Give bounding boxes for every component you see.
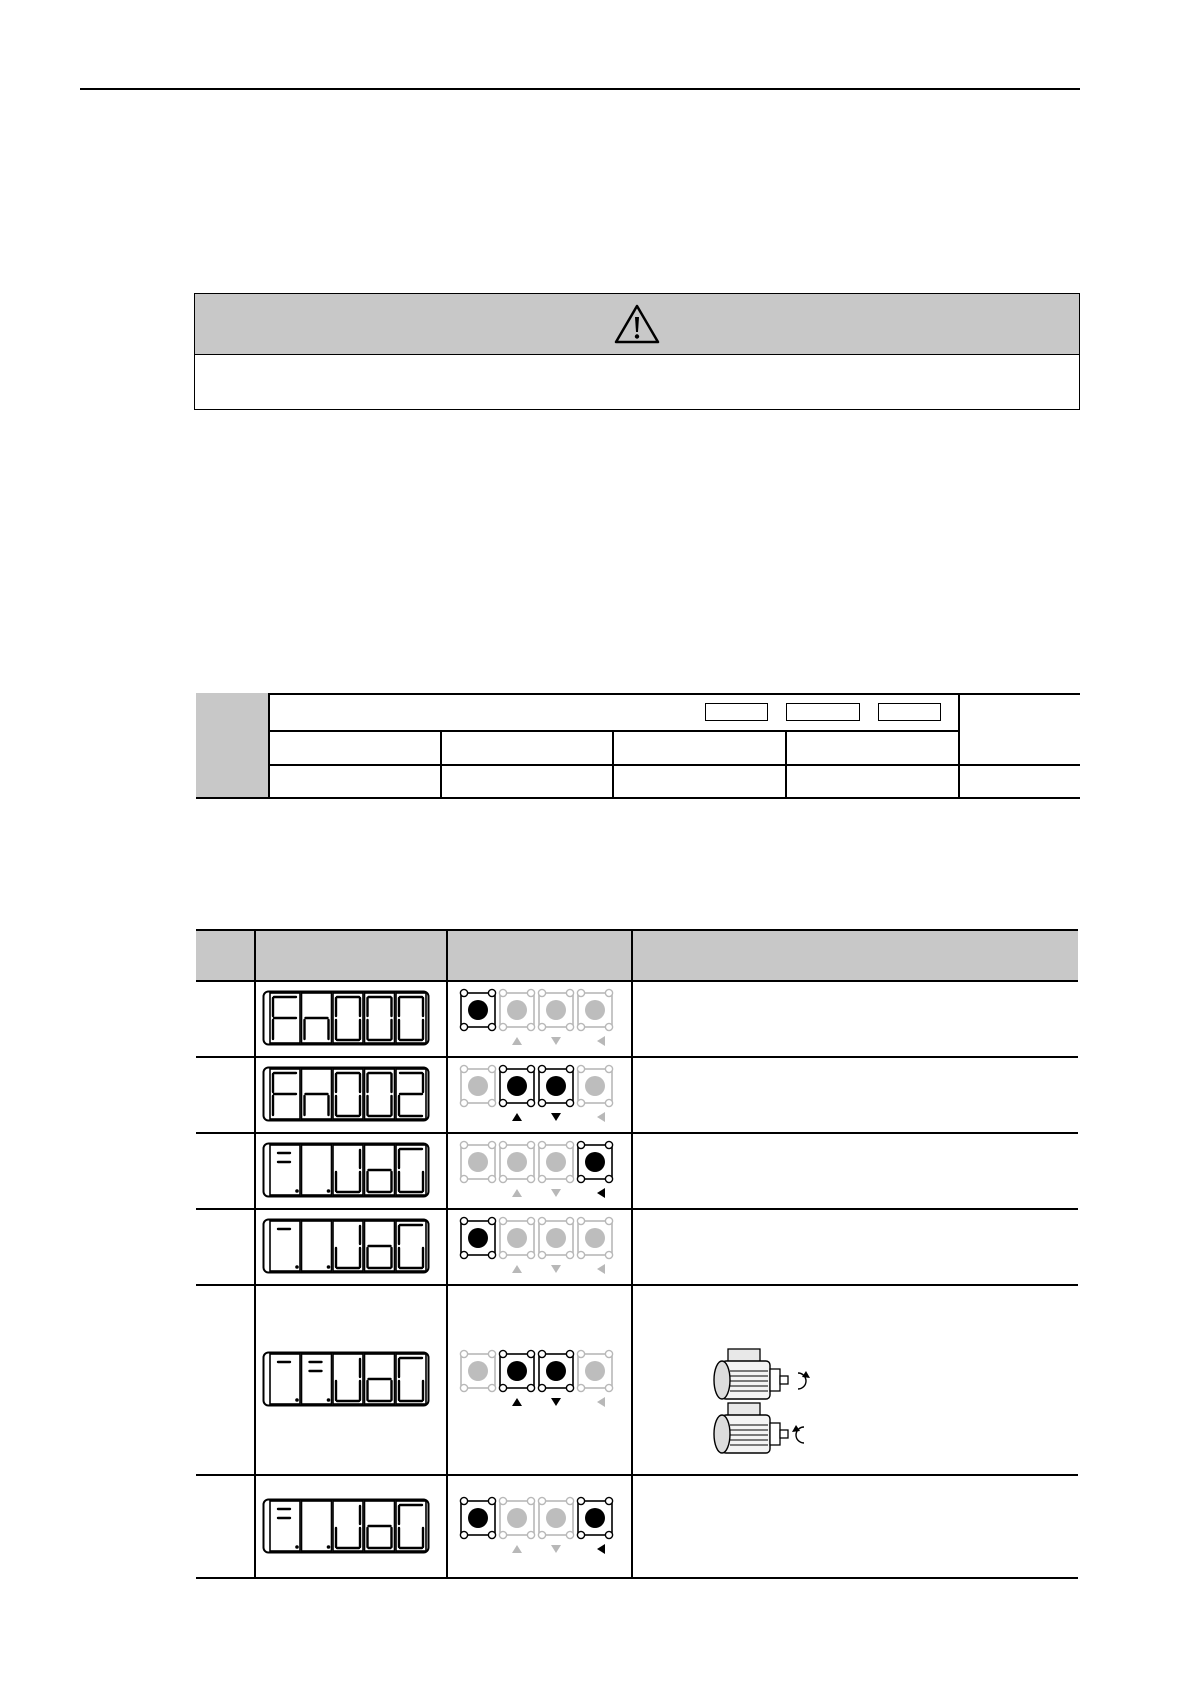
display-digit bbox=[270, 1501, 300, 1551]
panel-key-pressed bbox=[460, 989, 495, 1030]
left-arrow-icon bbox=[597, 1036, 605, 1046]
display-digit bbox=[333, 993, 363, 1043]
display-digit bbox=[396, 1069, 426, 1119]
panel-keys bbox=[457, 1348, 617, 1414]
mode-box bbox=[786, 703, 860, 721]
otable-rule bbox=[196, 1577, 1078, 1579]
panel-keys bbox=[457, 1215, 617, 1281]
panel-key bbox=[577, 1065, 612, 1122]
seven-segment-display bbox=[262, 1498, 430, 1554]
otable-rule bbox=[196, 1132, 1078, 1134]
panel-key-pressed bbox=[499, 1350, 534, 1406]
left-arrow-icon bbox=[597, 1188, 605, 1198]
display-digit bbox=[365, 1069, 395, 1119]
left-arrow-icon bbox=[597, 1397, 605, 1407]
display-digit bbox=[302, 1145, 332, 1195]
seven-segment-display bbox=[262, 1351, 430, 1407]
down-arrow-icon bbox=[551, 1113, 561, 1121]
display-digit bbox=[333, 1069, 363, 1119]
panel-key bbox=[460, 1065, 495, 1106]
display-digit bbox=[396, 1501, 426, 1551]
otable-divider bbox=[254, 929, 256, 1579]
ptable-divider bbox=[612, 730, 614, 799]
display-digit bbox=[365, 993, 395, 1043]
seven-segment-display bbox=[262, 1066, 430, 1122]
display-digit bbox=[365, 1145, 395, 1195]
display-digit bbox=[396, 1145, 426, 1195]
up-arrow-icon bbox=[512, 1545, 522, 1553]
ptable-divider bbox=[440, 730, 442, 799]
otable-rule bbox=[196, 929, 1078, 931]
down-arrow-icon bbox=[551, 1265, 561, 1273]
up-arrow-icon bbox=[512, 1189, 522, 1197]
display-digit bbox=[302, 993, 332, 1043]
panel-key bbox=[577, 1350, 612, 1407]
display-digit bbox=[302, 1501, 332, 1551]
panel-key-pressed bbox=[538, 1350, 573, 1406]
up-arrow-icon bbox=[512, 1398, 522, 1406]
display-digit bbox=[270, 1221, 300, 1271]
ptable-rule bbox=[196, 797, 1080, 799]
panel-key-pressed bbox=[577, 1497, 612, 1554]
display-digit bbox=[333, 1145, 363, 1195]
panel-key bbox=[499, 1217, 534, 1273]
up-arrow-icon bbox=[512, 1265, 522, 1273]
operation-table-header bbox=[196, 929, 1078, 980]
panel-key-pressed bbox=[460, 1497, 495, 1538]
otable-divider bbox=[631, 929, 633, 1579]
motor-reverse-rotation-icon bbox=[708, 1399, 816, 1461]
panel-key-pressed bbox=[499, 1065, 534, 1121]
up-arrow-icon bbox=[512, 1113, 522, 1121]
display-digit bbox=[365, 1501, 395, 1551]
display-digit bbox=[365, 1221, 395, 1271]
display-digit bbox=[302, 1354, 332, 1404]
display-digit bbox=[302, 1069, 332, 1119]
left-arrow-icon bbox=[597, 1544, 605, 1554]
panel-key-pressed bbox=[577, 1141, 612, 1198]
warning-triangle-icon bbox=[614, 304, 660, 344]
panel-key bbox=[538, 1141, 573, 1197]
panel-key bbox=[538, 1497, 573, 1553]
display-digit bbox=[270, 1354, 300, 1404]
panel-keys bbox=[457, 1063, 617, 1129]
display-digit bbox=[270, 1069, 300, 1119]
display-digit bbox=[396, 993, 426, 1043]
ptable-divider bbox=[785, 730, 787, 799]
up-arrow-icon bbox=[512, 1037, 522, 1045]
display-digit bbox=[396, 1354, 426, 1404]
panel-key bbox=[577, 1217, 612, 1274]
seven-segment-display bbox=[262, 1142, 430, 1198]
panel-key-pressed bbox=[460, 1217, 495, 1258]
down-arrow-icon bbox=[551, 1545, 561, 1553]
otable-rule bbox=[196, 980, 1078, 982]
display-digit bbox=[302, 1221, 332, 1271]
panel-key bbox=[499, 1497, 534, 1553]
caution-box bbox=[194, 293, 1080, 410]
parameter-table-side-cell bbox=[196, 693, 268, 799]
motor-forward-rotation-icon bbox=[708, 1345, 816, 1407]
display-digit bbox=[270, 1145, 300, 1195]
display-digit bbox=[333, 1354, 363, 1404]
display-digit bbox=[396, 1221, 426, 1271]
otable-rule bbox=[196, 1056, 1078, 1058]
mode-box bbox=[705, 703, 768, 721]
otable-rule bbox=[196, 1284, 1078, 1286]
panel-key bbox=[577, 989, 612, 1046]
caution-body bbox=[195, 355, 1079, 411]
panel-key bbox=[499, 989, 534, 1045]
panel-key-pressed bbox=[538, 1065, 573, 1121]
otable-rule bbox=[196, 1474, 1078, 1476]
panel-key bbox=[538, 989, 573, 1045]
panel-keys bbox=[457, 1139, 617, 1205]
panel-key bbox=[460, 1350, 495, 1391]
otable-rule bbox=[196, 1208, 1078, 1210]
down-arrow-icon bbox=[551, 1037, 561, 1045]
down-arrow-icon bbox=[551, 1189, 561, 1197]
panel-keys bbox=[457, 1495, 617, 1561]
mode-box bbox=[878, 703, 941, 721]
down-arrow-icon bbox=[551, 1398, 561, 1406]
seven-segment-display bbox=[262, 1218, 430, 1274]
panel-key bbox=[538, 1217, 573, 1273]
display-digit bbox=[270, 993, 300, 1043]
panel-keys bbox=[457, 987, 617, 1053]
parameter-table bbox=[196, 693, 1080, 799]
left-arrow-icon bbox=[597, 1112, 605, 1122]
left-arrow-icon bbox=[597, 1264, 605, 1274]
panel-key bbox=[499, 1141, 534, 1197]
otable-divider bbox=[446, 929, 448, 1579]
panel-key bbox=[460, 1141, 495, 1182]
header-rule bbox=[80, 88, 1080, 90]
display-digit bbox=[365, 1354, 395, 1404]
operation-table bbox=[196, 929, 1078, 1579]
ptable-divider bbox=[268, 693, 270, 799]
display-digit bbox=[333, 1221, 363, 1271]
seven-segment-display bbox=[262, 990, 430, 1046]
display-digit bbox=[333, 1501, 363, 1551]
caution-header bbox=[195, 294, 1079, 355]
ptable-divider bbox=[958, 693, 960, 799]
